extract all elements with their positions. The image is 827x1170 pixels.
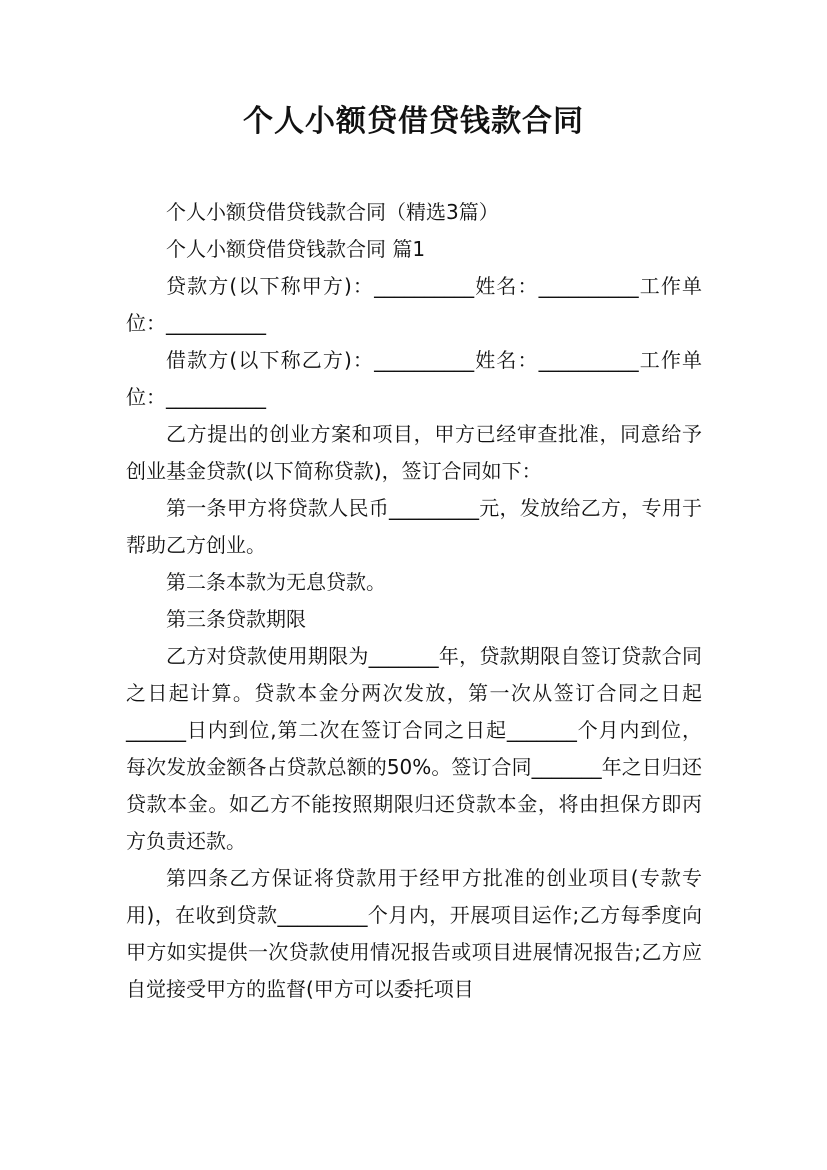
paragraph-article-1: 第一条甲方将贷款人民币_________元，发放给乙方，专用于帮助乙方创业。 <box>126 496 702 557</box>
paragraph-lender: 贷款方(以下称甲方)：__________姓名：__________工作单位：__________ <box>126 274 702 335</box>
paragraph-section-heading: 个人小额贷借贷钱款合同 篇1 <box>166 237 426 261</box>
paragraph-subtitle: 个人小额贷借贷钱款合同（精选3篇） <box>166 200 499 224</box>
paragraph-preamble: 乙方提出的创业方案和项目，甲方已经审查批准，同意给予创业基金贷款(以下简称贷款)，签订合同如下： <box>126 422 702 483</box>
paragraph-article-3-heading: 第三条贷款期限 <box>166 607 306 631</box>
paragraph-borrower: 借款方(以下称乙方)：__________姓名：__________工作单位：__________ <box>126 348 702 409</box>
paragraph-article-4: 第四条乙方保证将贷款用于经甲方批准的创业项目(专款专用)，在收到贷款_________个月内，开展项目运作;乙方每季度向甲方如实提供一次贷款使用情况报告或项目进展情况报告;乙方应自觉接受甲方的监督(甲方可以委托项目 <box>126 866 702 1001</box>
document-body <box>126 194 702 1008</box>
paragraph-article-3-body: 乙方对贷款使用期限为_______年，贷款期限自签订贷款合同之日起计算。贷款本金分两次发放，第一次从签订合同之日起______日内到位,第二次在签订合同之日起_______个月内到位，每次发放金额各占贷款总额的50%。签订合同_______年之日归还贷款本金。如乙方不能按照期限归还贷款本金，将由担保方即丙方负责还款。 <box>126 644 702 853</box>
paragraph-article-2: 第二条本款为无息贷款。 <box>166 570 386 594</box>
document-title: 个人小额贷借贷钱款合同 <box>243 104 584 139</box>
